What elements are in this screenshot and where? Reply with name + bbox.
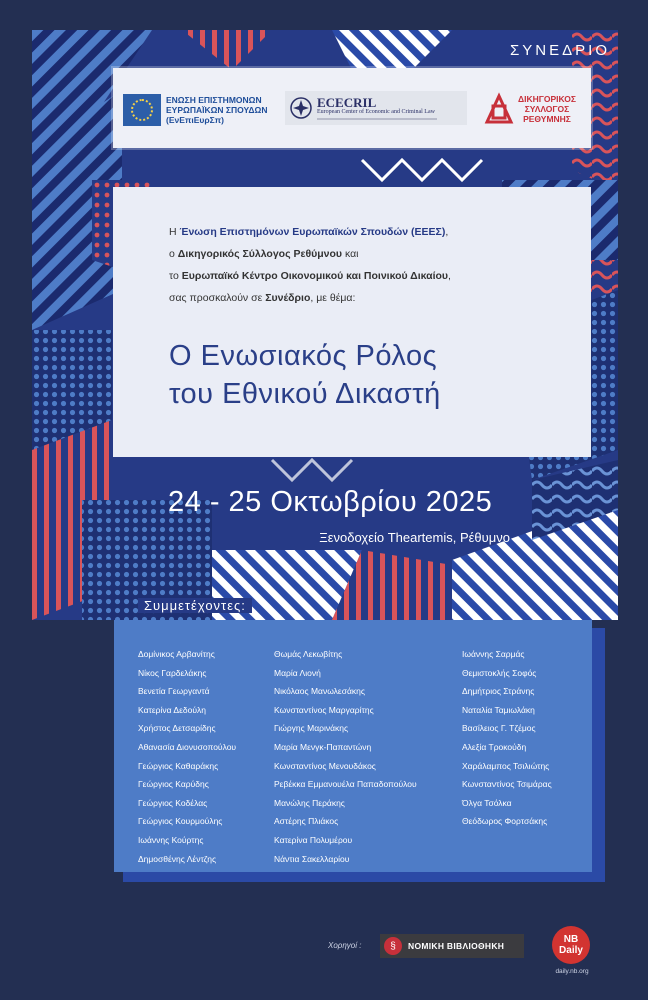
conference-title: [169, 337, 441, 413]
participant: Νίκος Γαρδελάκης: [138, 667, 207, 678]
participant: Κατερίνα Δεδούλη: [138, 704, 206, 715]
dsr-line2: ΣΥΛΛΟΓΟΣ: [524, 104, 570, 114]
nb-daily-url: daily.nb.org: [555, 968, 589, 975]
participant: Θεμιστοκλής Σοφός: [462, 667, 537, 678]
invitation-text: Η Ένωση Επιστημόνων Ευρωπαϊκών Σπουδών (ΕΕΕΣ), ο Δικηγορικός Σύλλογος Ρεθύμνου και το Ευρωπαϊκό Κέντρο Οικονομικού και Ποινικού Δικαίου, σας προσκαλούν σε Συνέδριο, με θέμα:: [169, 226, 451, 304]
participants-label: Συμμετέχοντες:: [138, 598, 252, 613]
participant: Κωνσταντίνος Μενουδάκος: [274, 760, 376, 771]
ececril-emblem-icon: [289, 96, 313, 120]
participant: Ιωάννης Κούρτης: [138, 834, 204, 845]
ececril-logo: [285, 91, 467, 125]
participant: Γεώργιος Κουρμούλης: [138, 816, 223, 827]
dsr-line3: ΡΕΘΥΜΝΗΣ: [523, 114, 571, 124]
org-eeee: Ένωση Επιστημόνων Ευρωπαϊκών Σπουδών (ΕΕΕΣ): [179, 226, 446, 238]
participant: Γεώργιος Κοδέλας: [138, 797, 208, 808]
participant: Βασίλειος Γ. Τζέμος: [462, 723, 536, 734]
title-line2: του Εθνικού Δικαστή: [169, 378, 441, 410]
dsr-logo: [483, 92, 576, 126]
participant: Θωμάς Λεκωβίτης: [274, 649, 343, 659]
conference-word: Συνέδριο: [265, 292, 311, 304]
org-ececril: Ευρωπαϊκό Κέντρο Οικονομικού και Ποινικού Δικαίου: [181, 270, 449, 282]
participant: Μανώλης Περάκης: [274, 797, 345, 808]
ececril-subtitle: European Center of Economic and Criminal Law: [317, 109, 435, 115]
sponsors-label: Χορηγοί :: [328, 941, 362, 950]
eeee-logo: [123, 94, 268, 126]
participant: Δημήτριος Στράνης: [462, 686, 535, 697]
participant: Βενετία Γεωργαντά: [138, 686, 210, 697]
nomiki-emblem-icon: §: [384, 937, 402, 955]
participant: Νικόλαος Μανωλεσάκης: [274, 686, 365, 697]
participant: Δομίνικος Αρβανίτης: [138, 649, 215, 659]
nb-daily-logo: [552, 926, 590, 964]
sponsor-nomiki-vivliothiki: [380, 934, 524, 958]
participant: Όλγα Τσόλκα: [462, 797, 512, 808]
dsr-emblem-icon: [483, 92, 515, 126]
sponsor1-name: ΝΟΜΙΚΗ ΒΙΒΛΙΟΘΗΚΗ: [408, 941, 505, 951]
eeee-line2: ΕΥΡΩΠΑΪΚΩΝ ΣΠΟΥΔΩΝ: [166, 105, 268, 115]
participant: Ρεβέκκα Εμμανουέλα Παπαδοπούλου: [274, 779, 417, 790]
nb-line2: Daily: [559, 945, 583, 956]
participant: Χαράλαμπος Τσιλιώτης: [462, 760, 550, 771]
participant: Ιωάννης Σαρμάς: [462, 649, 525, 659]
conference-venue: Ξενοδοχείο Theartemis, Ρέθυμνο: [319, 530, 510, 545]
title-line1: Ο Ενωσιακός Ρόλος: [169, 340, 438, 372]
participants-col3: [462, 645, 552, 831]
ececril-name: ECECRIL: [317, 95, 377, 110]
conference-dates: 24 - 25 Οκτωβρίου 2025: [168, 486, 493, 518]
participant: Γεώργιος Καθαράκης: [138, 760, 219, 771]
dsr-line1: ΔΙΚΗΓΟΡΙΚΟΣ: [518, 94, 576, 104]
nb-line1: NB: [563, 934, 579, 945]
eeee-line3: (ΕνΕπιΕυρΣπ): [166, 115, 224, 125]
participant: Μαρία Μενγκ-Παπαντώνη: [274, 741, 372, 752]
logo-strip: [113, 68, 591, 148]
participant: Ναταλία Ταμιωλάκη: [462, 704, 535, 715]
participant: Αλεξία Τροκούδη: [462, 741, 527, 752]
participant: Νάντια Σακελλαρίου: [274, 853, 350, 864]
participant: Γιώργης Μαρινάκης: [274, 723, 349, 734]
participant: Γεώργιος Καρύδης: [138, 779, 209, 790]
eeee-line1: ΕΝΩΣΗ ΕΠΙΣΤΗΜΟΝΩΝ: [166, 95, 262, 105]
participant: Κωνσταντίνος Τσιμάρας: [462, 779, 552, 790]
eu-stars-icon: [123, 94, 161, 126]
invitation-card: [113, 187, 591, 457]
conference-label: ΣΥΝΕΔΡΙΟ: [510, 42, 610, 59]
participant: Αστέρης Πλιάκος: [274, 816, 339, 827]
participant: Κωνσταντίνος Μαργαρίτης: [274, 704, 374, 715]
participant: Αθανασία Διονυσοπούλου: [138, 741, 237, 752]
participant: Δημοσθένης Λέντζης: [138, 853, 217, 864]
participants-col2: [274, 645, 417, 868]
participant: Χρήστος Δετσαρίδης: [138, 723, 216, 734]
participant: Κατερίνα Πολυμέρου: [274, 834, 353, 845]
participant: Θεόδωρος Φορτσάκης: [462, 816, 548, 827]
org-dsr: Δικηγορικός Σύλλογος Ρεθύμνου: [177, 248, 343, 260]
participants-col1: [138, 645, 236, 868]
participant: Μαρία Λιονή: [274, 667, 321, 678]
participants-card: [114, 620, 592, 872]
